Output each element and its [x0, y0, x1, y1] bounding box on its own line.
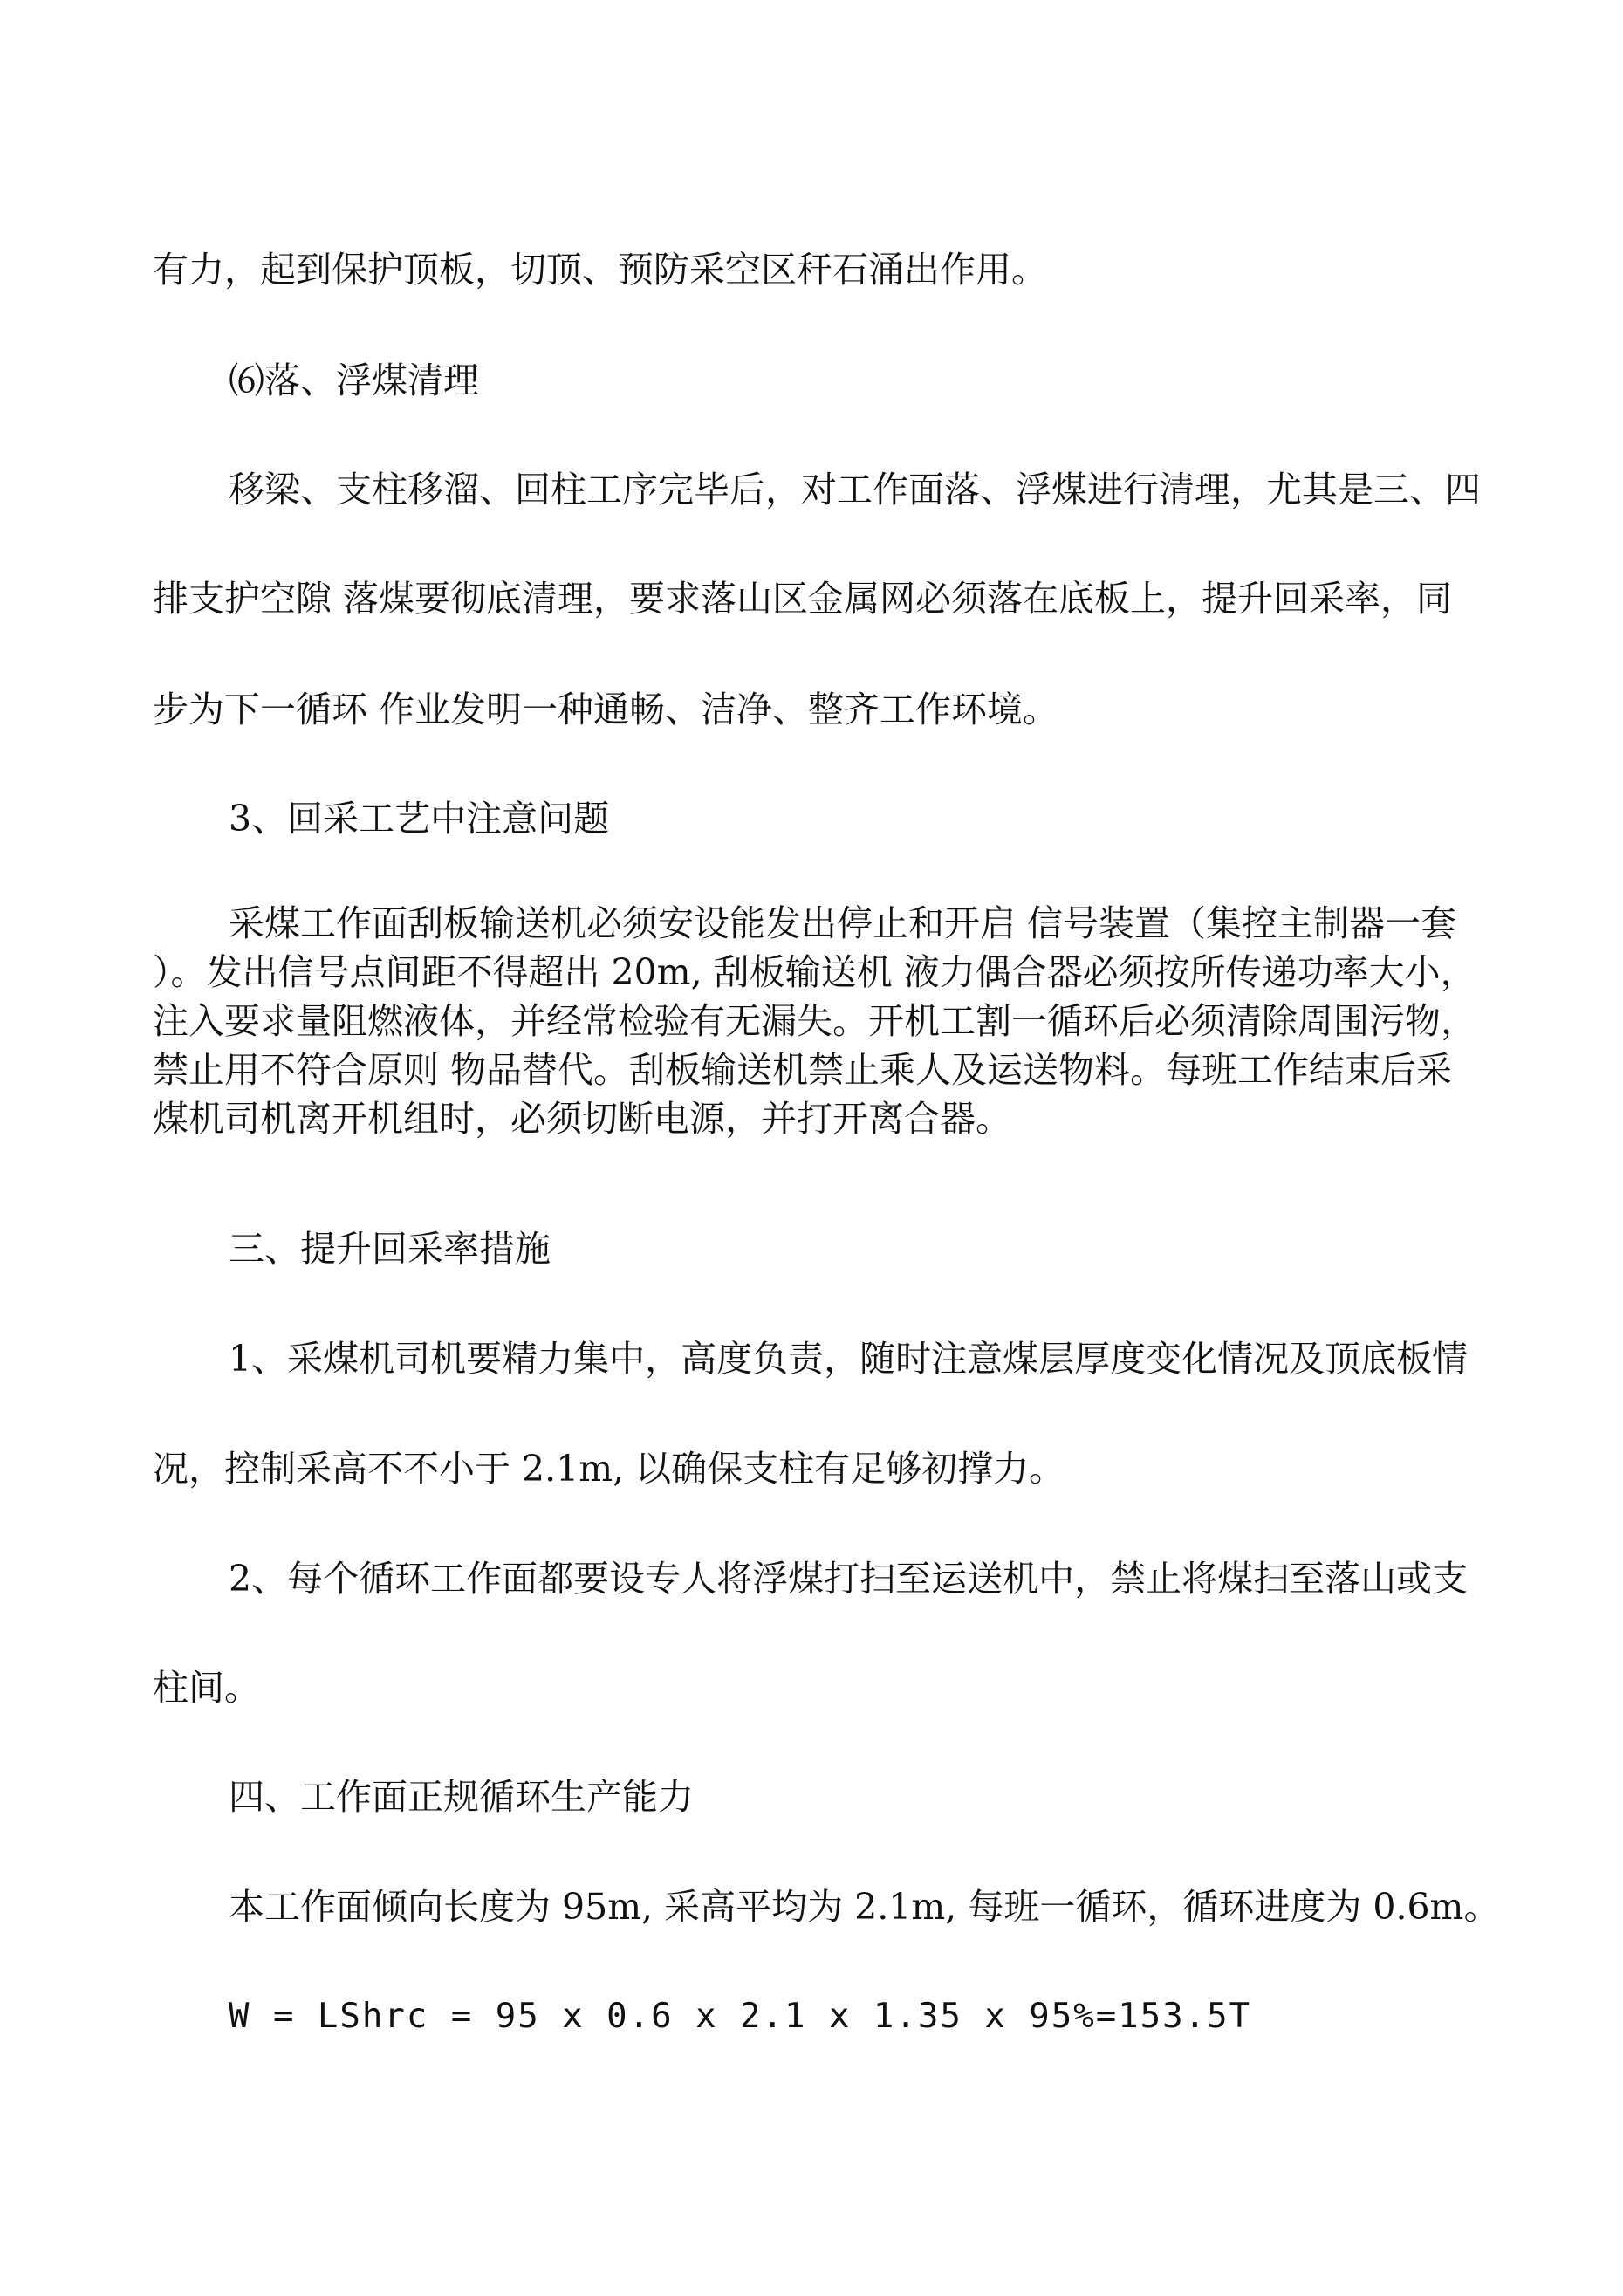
capacity-formula: W = LShrc = 95 x 0.6 x 2.1 x 1.35 x 95%=153.5T [229, 1997, 1252, 2036]
list-item-two: 2、每个循环工作面都要设专人将浮煤打扫至运送机中，禁止将煤扫至落山或支 [229, 1558, 1469, 1600]
list-item-one-continuation: 况，控制采高不不小于 2.1m, 以确保支柱有足够初撑力。 [153, 1448, 1065, 1490]
paragraph-line: 禁止用不符合原则 物品替代。刮板输送机禁止乘人及运送物料。每班工作结束后采 [153, 1049, 1453, 1091]
paragraph-line: 采煤工作面刮板输送机必须安设能发出停止和开启 信号装置（集控主制器一套 [229, 902, 1457, 944]
list-item-one: 1、采煤机司机要精力集中，高度负责，随时注意煤层厚度变化情况及顶底板情 [229, 1338, 1469, 1380]
subsection-heading-coal-cleanup: ⑹落、浮煤清理 [229, 360, 479, 401]
paragraph-line: 注入要求量阻燃液体，并经常检验有无漏失。开机工割一循环后必须清除周围污物， [153, 1000, 1476, 1042]
paragraph-line: 移梁、支柱移溜、回柱工序完毕后，对工作面落、浮煤进行清理，尤其是三、四 [229, 469, 1481, 511]
paragraph-line: ）。发出信号点间距不得超出 20m, 刮板输送机 液力偶合器必须按所传递功率大小， [153, 951, 1476, 993]
section-heading-capacity: 四、工作面正规循环生产能力 [229, 1776, 694, 1818]
conveyor-safety-paragraph [153, 899, 1549, 1143]
capacity-paragraph: 本工作面倾向长度为 95m, 采高平均为 2.1m, 每班一循环，循环进度为 0.6m。 [229, 1886, 1500, 1928]
section-heading-recovery: 三、提升回采率措施 [229, 1228, 551, 1270]
paragraph-line: 有力，起到保护顶板，切顶、预防采空区秆石涌出作用。 [153, 249, 1047, 291]
paragraph-line: 排支护空隙 落煤要彻底清理，要求落山区金属网必须落在底板上，提升回采率，同 [153, 578, 1453, 620]
subsection-heading-mining-notes: 3、回采工艺中注意问题 [229, 798, 610, 840]
list-item-two-continuation: 柱间。 [153, 1667, 260, 1709]
paragraph-line: 步为下一循环 作业发明一种通畅、洁净、整齐工作环境。 [153, 689, 1059, 730]
paragraph-line: 煤机司机离开机组时，必须切断电源，并打开离合器。 [153, 1098, 1011, 1140]
